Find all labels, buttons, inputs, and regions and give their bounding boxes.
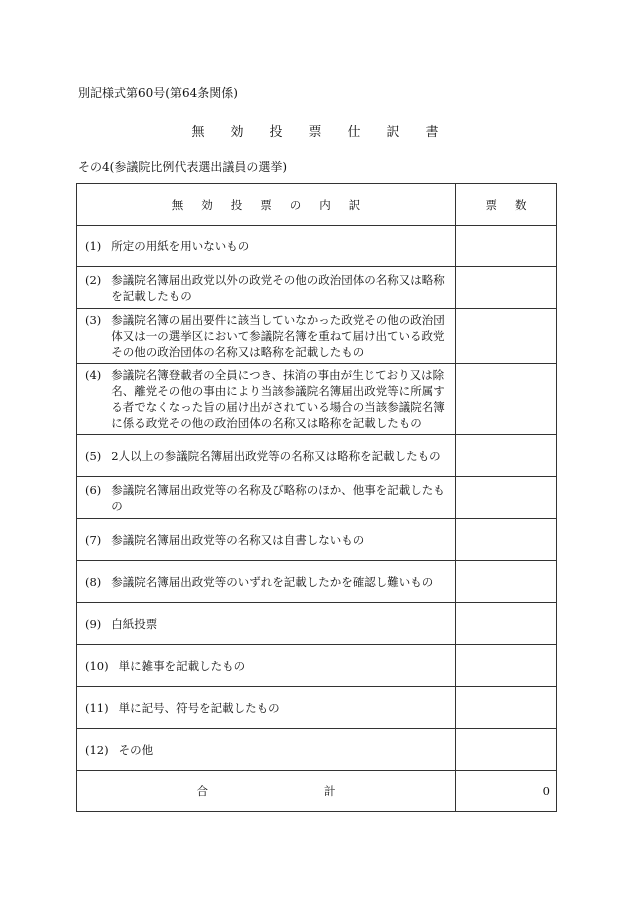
row-text: 参議院名簿届出政党等の名称及び略称のほか、他事を記載したもの [111,482,445,513]
table-row [77,561,557,603]
row-count [456,267,557,309]
table-row [77,729,557,771]
row-description [77,519,456,561]
table-row [77,477,557,519]
total-char: 合 [196,784,208,798]
total-row [77,771,557,812]
row-count [456,477,557,519]
header-char: 訳 [348,197,361,212]
row-number: (6) [85,482,102,497]
table-row [77,435,557,477]
row-text: 単に記号、符号を記載したもの [118,700,280,715]
total-char: 計 [324,784,336,798]
row-number: (7) [85,532,102,547]
election-subtitle: その4(参議院比例代表選出議員の選挙) [78,160,287,174]
row-text: 2人以上の参議院名簿届出政党等の名称又は略称を記載したもの [111,448,441,463]
row-count [456,561,557,603]
row-count [456,645,557,687]
row-text: 参議院名簿登載者の全員につき、抹消の事由が生じており又は除名、離党その他の事由により当該参議院名簿届出政党等に所属する者でなくなった旨の届け出がされている場合の当該参議院名簿に係る政党その他の政治団体の名称又は略称を記載したもの [111,368,445,430]
row-text: 白紙投票 [111,616,158,631]
header-char: の [289,197,302,212]
title-char: 仕 [347,125,361,140]
header-char: 票 [485,197,497,212]
invalid-vote-table [76,183,557,812]
table-header-row [77,184,557,226]
row-count [456,729,557,771]
row-text: 単に雑事を記載したもの [118,658,246,673]
row-description [77,477,456,519]
row-count [456,435,557,477]
row-number: (11) [85,700,109,715]
title-char: 無 [191,125,205,140]
title-char: 投 [269,125,283,140]
row-description [77,729,456,771]
row-count [456,364,557,435]
row-number: (2) [85,272,102,287]
table-row [77,309,557,364]
row-count [456,309,557,364]
row-description [77,645,456,687]
header-count [456,184,557,226]
title-char: 効 [230,125,244,140]
row-description [77,687,456,729]
table-row [77,267,557,309]
total-label [77,771,456,812]
row-number: (1) [85,239,102,253]
header-char: 数 [515,197,527,212]
row-number: (4) [85,368,102,382]
row-text: 参議院名簿届出政党以外の政党その他の政治団体の名称又は略称を記載したもの [111,272,445,303]
row-description [77,226,456,267]
row-description [77,364,456,435]
header-char: 票 [260,197,272,212]
document-title [0,121,630,140]
table-row [77,519,557,561]
row-number: (9) [85,616,102,631]
row-text: 参議院名簿の届出要件に該当していなかった政党その他の政治団体又は一の選挙区において参議院名簿を重ねて届け出ている政党その他の政治団体の名称又は略称を記載したもの [111,313,445,359]
row-description [77,603,456,645]
header-item [77,184,456,226]
table-row [77,603,557,645]
row-text: その他 [118,742,154,757]
row-number: (8) [85,574,102,589]
row-text: 所定の用紙を用いないもの [111,239,250,253]
table-row [77,645,557,687]
row-count [456,519,557,561]
table-row [77,364,557,435]
row-description [77,309,456,364]
header-char: 内 [319,197,331,212]
row-number: (10) [85,658,109,673]
row-count [456,687,557,729]
row-count [456,226,557,267]
row-description [77,267,456,309]
row-number: (12) [85,742,109,757]
row-description [77,435,456,477]
header-char: 効 [201,197,213,212]
form-number: 別記様式第60号(第64条関係) [78,86,238,100]
title-char: 票 [308,125,322,140]
row-text: 参議院名簿届出政党等のいずれを記載したかを確認し難いもの [111,574,434,589]
total-count: 0 [456,771,557,812]
table-row [77,226,557,267]
row-count [456,603,557,645]
row-text: 参議院名簿届出政党等の名称又は自書しないもの [111,532,365,547]
row-description [77,561,456,603]
table-row [77,687,557,729]
header-char: 投 [230,197,243,212]
row-number: (5) [85,448,102,463]
row-number: (3) [85,313,102,327]
header-char: 無 [171,197,184,212]
title-char: 訳 [386,125,400,140]
title-char: 書 [425,125,439,140]
